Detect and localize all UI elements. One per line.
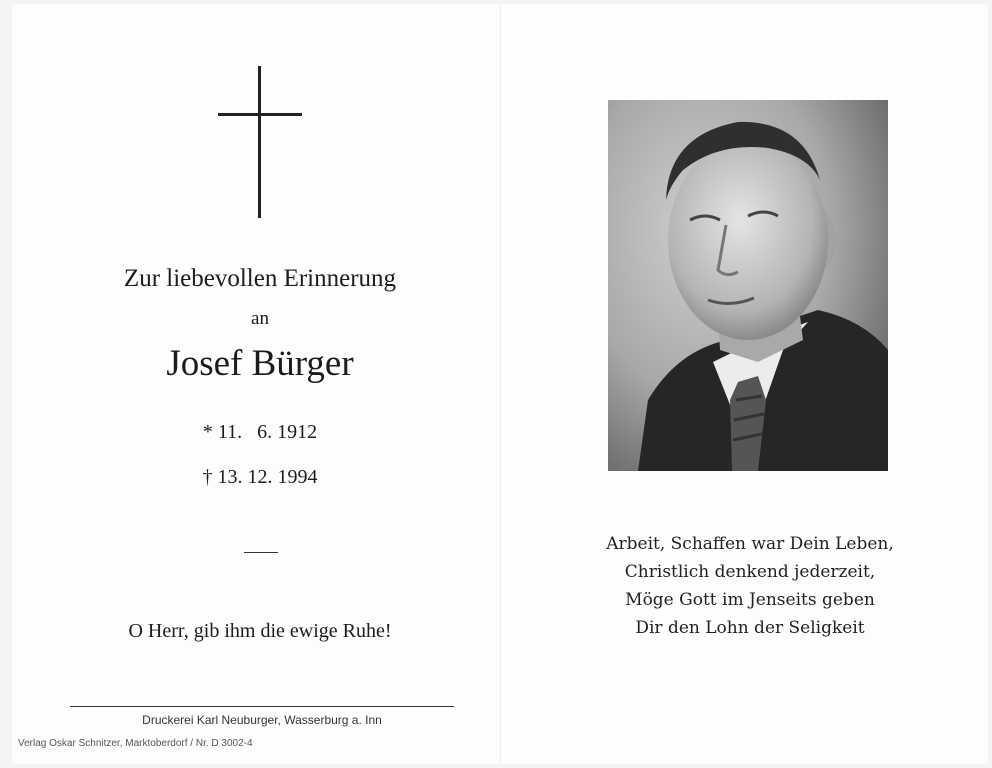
printer-credit: Druckerei Karl Neuburger, Wasserburg a. Inn — [142, 713, 382, 727]
deceased-name: Josef Bürger — [166, 343, 354, 384]
footer-rule — [70, 706, 454, 707]
birth-date: * 11. 6. 1912 — [202, 421, 318, 443]
connector-text: an — [251, 308, 269, 329]
card-fold-line — [500, 4, 501, 764]
portrait-photo — [608, 100, 888, 471]
verse-line: Dir den Lohn der Seligkeit — [635, 618, 865, 638]
prayer-text: O Herr, gib ihm die ewige Ruhe! — [128, 620, 392, 642]
verse-line: Möge Gott im Jenseits geben — [625, 590, 875, 610]
death-date: † 13. 12. 1994 — [202, 466, 318, 488]
verse-line: Arbeit, Schaffen war Dein Leben, — [606, 534, 894, 554]
memorial-verse — [540, 530, 960, 642]
memorial-heading: Zur liebevollen Erinnerung — [123, 265, 397, 292]
publisher-credit: Verlag Oskar Schnitzer, Marktoberdorf / Nr. D 3002-4 — [18, 738, 253, 749]
verse-line: Christlich denkend jederzeit, — [624, 562, 876, 582]
cross-icon — [218, 66, 302, 218]
divider — [244, 552, 278, 553]
